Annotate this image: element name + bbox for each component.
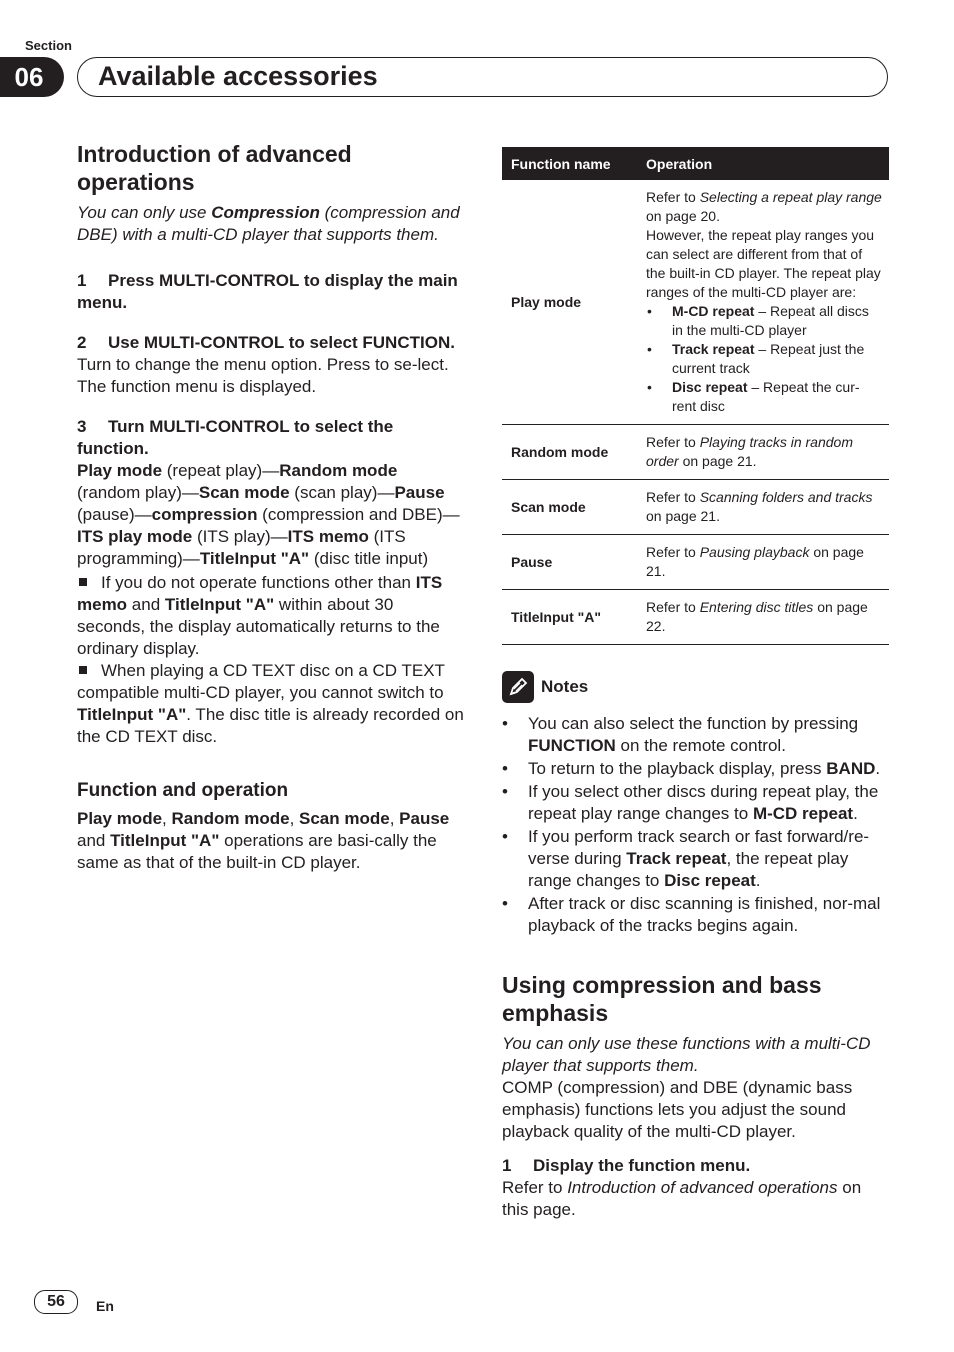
- text-run: TitleInput "A": [164, 595, 275, 614]
- text-run: (random play)—: [77, 483, 199, 502]
- text-run: Play mode: [77, 809, 163, 828]
- step-3-body: [77, 460, 465, 570]
- text-run: (ITS play)—: [192, 527, 288, 546]
- text-run: TitleInput "A": [77, 705, 187, 724]
- text-run: To return to the playback display, press: [528, 759, 827, 778]
- bullet-icon: •: [502, 714, 508, 733]
- step-number: 3: [77, 417, 87, 436]
- text-run: on page 21.: [678, 453, 757, 469]
- step-text: Turn MULTI-CONTROL to select the function.: [77, 417, 394, 458]
- text-run: Track repeat: [626, 849, 727, 868]
- step-2-body-b: The function menu is displayed.: [77, 377, 317, 396]
- table-row: [502, 425, 889, 480]
- notes-heading: Notes: [541, 677, 589, 696]
- operation-cell: [637, 590, 889, 645]
- step-text: Use MULTI-CONTROL to select FUNCTION.: [108, 333, 455, 352]
- text-run: on page 21.: [646, 544, 864, 579]
- table-header-row: [502, 147, 889, 180]
- step-number: 1: [502, 1156, 512, 1175]
- notes-list: [502, 713, 889, 937]
- operation-cell: [637, 480, 889, 535]
- text-run: Random mode: [171, 809, 290, 828]
- bullet-icon: •: [502, 782, 508, 801]
- step-2-body-a: Turn to change the menu option. Press to se-lect.: [77, 355, 449, 374]
- operation-cell: [637, 180, 889, 425]
- compression-lead: You can only use these functions with a multi-CD player that supports them.: [502, 1034, 871, 1075]
- text-run: If you select other discs during repeat play, the repeat play range changes to: [528, 782, 879, 823]
- text-run: ,: [389, 809, 400, 828]
- text-run: .: [875, 759, 881, 778]
- bullet-icon: •: [502, 759, 508, 778]
- text-run: TitleInput "A": [110, 831, 220, 850]
- text-run: Selecting a repeat play range: [699, 189, 882, 205]
- page-title: Available accessories: [77, 57, 888, 97]
- text-run: When playing a CD TEXT disc on a CD TEXT compatible multi-CD player, you cannot switch to: [77, 661, 445, 702]
- text-run: .: [755, 871, 761, 890]
- step-number: 1: [77, 271, 87, 290]
- right-column: [502, 147, 889, 1221]
- text-run: ITS play mode: [77, 527, 193, 546]
- table-row: [502, 590, 889, 645]
- text-run: on page 21.: [646, 508, 720, 524]
- list-item: [502, 758, 889, 780]
- list-item: [502, 826, 889, 892]
- text-run: . The disc title is already recorded on the CD TEXT disc.: [77, 705, 464, 746]
- text-run: ITS memo: [287, 527, 369, 546]
- step-text: Display the function menu.: [533, 1156, 751, 1175]
- text-run: – Repeat the cur-rent disc: [672, 379, 860, 414]
- table-header-operation: Operation: [637, 147, 889, 180]
- text-run: Track repeat: [672, 341, 755, 357]
- step-text: Press MULTI-CONTROL to display the main menu.: [77, 271, 458, 312]
- text-run: and: [127, 595, 165, 614]
- function-heading: Function and operation: [77, 780, 289, 801]
- intro-step-2: [77, 332, 465, 354]
- operation-text: [646, 488, 883, 526]
- list-item: [646, 302, 883, 340]
- text-run: on page 22.: [646, 599, 868, 634]
- function-table: [502, 147, 889, 645]
- text-run: Scan mode: [299, 809, 390, 828]
- text-run: (pause)—: [77, 505, 152, 524]
- text-run: on this page.: [502, 1178, 862, 1219]
- function-name-cell: Random mode: [502, 425, 637, 480]
- text-run: Pause: [399, 809, 450, 828]
- compression-step-1-body: [502, 1177, 889, 1221]
- text-run: Playing tracks in random order: [646, 434, 853, 469]
- operation-cell: [637, 425, 889, 480]
- step-number: 2: [77, 333, 87, 352]
- language-label: En: [96, 1298, 114, 1314]
- text-run: , the repeat play range changes to: [528, 849, 849, 890]
- page-number: 56: [34, 1290, 78, 1314]
- operation-text: [646, 598, 883, 636]
- text-run: and: [77, 831, 111, 850]
- compression-heading: Using compression and bass emphasis: [502, 972, 822, 1026]
- table-header-function-name: Function name: [502, 147, 637, 180]
- intro-heading: Introduction of advanced operations: [77, 141, 352, 195]
- function-name-cell: TitleInput "A": [502, 590, 637, 645]
- text-run: operations are basi-cally the same as that of the built-in CD player.: [77, 831, 437, 872]
- text-run: ITS memo: [77, 573, 443, 614]
- text-run: Refer to: [646, 189, 700, 205]
- list-item: [502, 713, 889, 757]
- list-item: [502, 893, 889, 937]
- text-run: Scanning folders and tracks: [699, 489, 873, 505]
- text-run: (repeat play)—: [162, 461, 280, 480]
- text-run: Disc repeat: [672, 379, 748, 395]
- text-run: If you do not operate functions other than: [101, 573, 416, 592]
- list-item: [646, 340, 883, 378]
- text-run: – Repeat just the current track: [672, 341, 865, 376]
- operation-text: [646, 543, 883, 581]
- operation-bullets: [646, 302, 883, 416]
- table-body: [502, 180, 889, 645]
- text-run: – Repeat all discs in the multi-CD player: [672, 303, 869, 338]
- text-run: (compression and DBE)—: [257, 505, 460, 524]
- text-run: If you perform track search or fast forward/re-verse during: [528, 827, 870, 868]
- table-row: [502, 180, 889, 425]
- bullet-icon: •: [647, 341, 652, 357]
- text-run: Disc repeat: [664, 871, 756, 890]
- text-run: (disc title input): [309, 549, 429, 568]
- bullet-icon: •: [647, 379, 652, 395]
- text-run: FUNCTION: [528, 736, 616, 755]
- text-run: on the remote control.: [615, 736, 786, 755]
- section-label: Section: [25, 38, 72, 53]
- text-run: BAND: [826, 759, 876, 778]
- text-run: M-CD repeat: [672, 303, 755, 319]
- square-bullet-icon: [79, 666, 87, 674]
- text-run: You can only use: [77, 203, 212, 222]
- text-run: (compression and DBE) with a multi-CD player that supports them.: [77, 203, 460, 244]
- table-row: [502, 535, 889, 590]
- intro-step-3: [77, 416, 465, 460]
- intro-note-1: [77, 572, 465, 660]
- operation-text: [646, 188, 883, 302]
- text-run: However, the repeat play ranges you can select are different from that of the built-in CD player. The repeat play ranges of the multi-CD player are:: [646, 227, 881, 300]
- note-text: [77, 661, 464, 746]
- text-run: TitleInput "A": [199, 549, 310, 568]
- compression-body: COMP (compression) and DBE (dynamic bass emphasis) functions lets you adjust the sound playback quality of the multi-CD player.: [502, 1078, 853, 1141]
- list-item: [502, 781, 889, 825]
- text-run: Play mode: [77, 461, 163, 480]
- text-run: ,: [289, 809, 300, 828]
- text-run: Refer to: [646, 489, 700, 505]
- text-run: Entering disc titles: [699, 599, 814, 615]
- function-name-cell: Scan mode: [502, 480, 637, 535]
- function-name-cell: Play mode: [502, 180, 637, 425]
- text-run: Refer to: [502, 1178, 568, 1197]
- bullet-icon: •: [502, 827, 508, 846]
- text-run: Refer to: [646, 434, 700, 450]
- text-run: Pausing playback: [699, 544, 810, 560]
- text-run: You can also select the function by pressing: [528, 714, 859, 733]
- text-run: M-CD repeat: [752, 804, 854, 823]
- text-run: ,: [162, 809, 172, 828]
- left-column: [77, 140, 465, 874]
- operation-cell: [637, 535, 889, 590]
- square-bullet-icon: [79, 578, 87, 586]
- text-run: Pause: [394, 483, 445, 502]
- text-run: within about 30 seconds, the display automatically returns to the ordinary display.: [77, 595, 440, 658]
- text-run: Scan mode: [198, 483, 290, 502]
- text-run: Random mode: [279, 461, 398, 480]
- intro-step-1: [77, 270, 465, 314]
- text-run: compression: [151, 505, 258, 524]
- function-name-cell: Pause: [502, 535, 637, 590]
- intro-lead: [77, 202, 465, 246]
- text-run: .: [853, 804, 858, 823]
- bullet-icon: •: [647, 303, 652, 319]
- section-number: 06: [0, 57, 64, 97]
- text-run: on page 20.: [646, 208, 720, 224]
- text-run: (ITS programming)—: [77, 527, 406, 568]
- table-row: [502, 480, 889, 535]
- text-run: Compression: [211, 203, 320, 222]
- text-run: After track or disc scanning is finished, nor-mal playback of the tracks begins again.: [528, 894, 881, 935]
- intro-note-2: [77, 660, 465, 748]
- note-text: [77, 573, 442, 658]
- notes-header: [502, 671, 889, 703]
- text-run: Introduction of advanced operations: [567, 1178, 838, 1197]
- list-item: [646, 378, 883, 416]
- pencil-note-icon: [502, 671, 534, 703]
- compression-step-1: [502, 1155, 889, 1177]
- text-run: Refer to: [646, 544, 700, 560]
- text-run: (scan play)—: [289, 483, 395, 502]
- operation-text: [646, 433, 883, 471]
- text-run: Refer to: [646, 599, 700, 615]
- function-body: [77, 808, 465, 874]
- bullet-icon: •: [502, 894, 508, 913]
